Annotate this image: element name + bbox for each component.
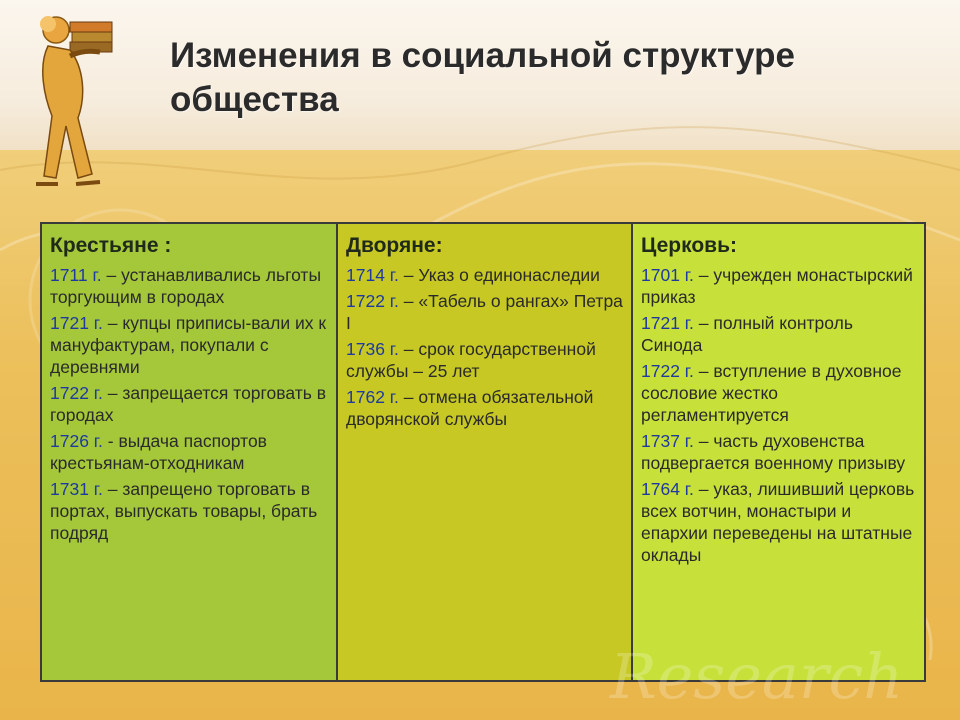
column-church [633, 224, 924, 680]
watermark: Research [610, 640, 904, 713]
list-item: 1721 г. – купцы приписы-вали их к мануфактурам, покупали с деревнями [50, 313, 327, 377]
column-heading: Церковь: [641, 234, 737, 257]
list-item: 1737 г. – часть духовенства подвергается военному призыву [641, 431, 906, 473]
list-item: 1721 г. – полный контроль Синода [641, 313, 853, 355]
list-item: 1701 г. – учрежден монастырский приказ [641, 265, 913, 307]
social-structure-table [40, 222, 926, 682]
column-heading: Крестьяне : [50, 234, 172, 257]
scholar-figure-icon [8, 6, 138, 191]
list-item: 1722 г. – «Табель о рангах» Петра I [346, 291, 623, 333]
column-heading: Дворяне: [346, 234, 443, 257]
list-item: 1711 г. – устанавливались льготы торгующим в городах [50, 265, 322, 307]
list-item: 1722 г. – запрещается торговать в городах [50, 383, 327, 425]
list-item: 1726 г. - выдача паспортов крестьянам-отходникам [50, 431, 267, 473]
list-item: 1762 г. – отмена обязательной дворянской службы [346, 387, 594, 429]
column-peasants [42, 224, 338, 680]
list-item: 1736 г. – срок государственной службы – 25 лет [346, 339, 596, 381]
column-nobility [338, 224, 633, 680]
slide-title: Изменения в социальной структуре общества [170, 36, 795, 119]
list-item: 1764 г. – указ, лишивший церковь всех вотчин, монастыри и епархии переведены на штатные оклады [641, 479, 915, 565]
list-item: 1731 г. – запрещено торговать в портах, выпускать товары, брать подряд [50, 479, 318, 543]
list-item: 1722 г. – вступление в духовное сословие жестко регламентируется [641, 361, 902, 425]
list-item: 1714 г. – Указ о единонаследии [346, 265, 600, 285]
